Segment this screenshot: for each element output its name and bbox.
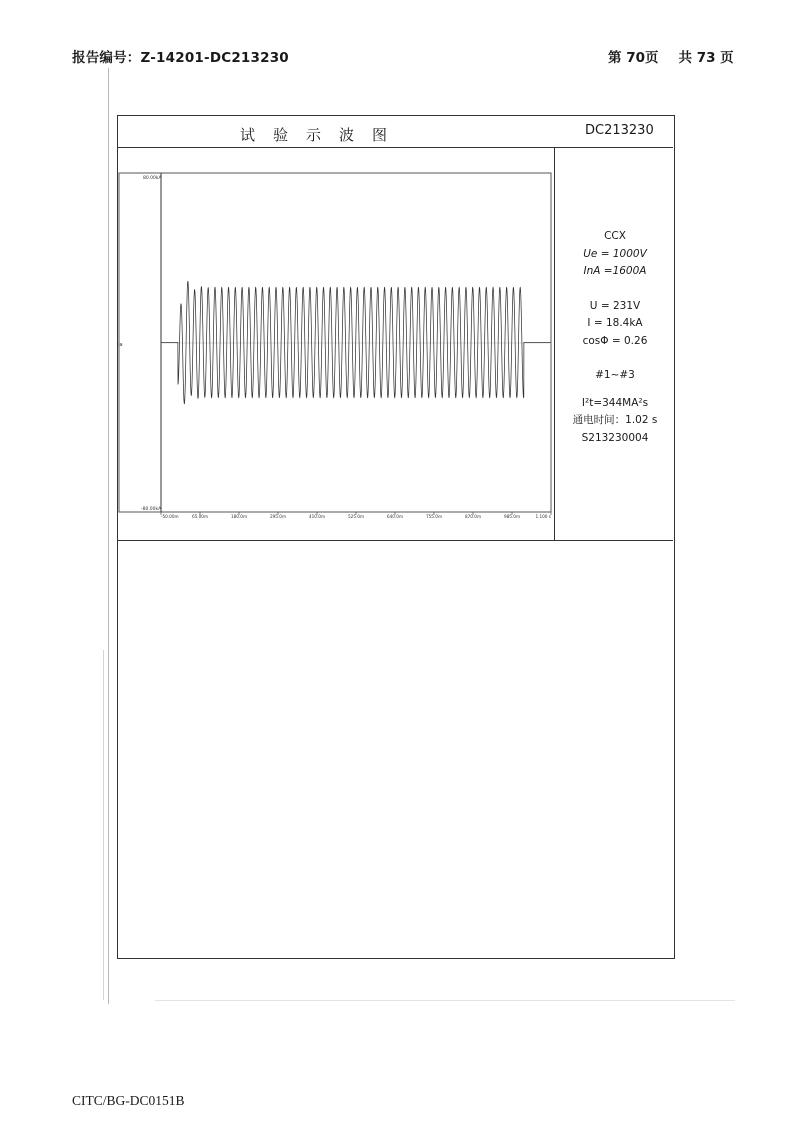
footer-code: CITC/BG-DC0151B [72, 1093, 185, 1108]
column-divider [554, 147, 555, 540]
page-info [608, 46, 734, 66]
page-number: 第 70页 [608, 50, 659, 66]
scan-edge-line [103, 650, 104, 1000]
x-tick-label: 870.0m [464, 514, 482, 519]
test-current: I = 18.4kA [587, 317, 643, 329]
chart-section-divider [117, 540, 673, 541]
i2t-value: I²t=344MA²s [581, 396, 649, 409]
energizing-time: 通电时间：1.02 s [572, 414, 658, 426]
x-tick-label: 985.0m [503, 514, 521, 519]
poles: #1~#3 [595, 369, 635, 381]
x-tick-label: 410.0m [308, 514, 326, 519]
document-code: DC213230 [585, 123, 654, 138]
x-tick-label: 525.0m [347, 514, 365, 519]
scan-edge-line [108, 68, 109, 1004]
test-info-panel [562, 228, 668, 447]
x-tick-label: 640.0m [386, 514, 404, 519]
x-tick-label: 180.0m [230, 514, 248, 519]
document-title: 试验示波图 [240, 126, 406, 144]
power-factor: cosΦ = 0.26 [582, 334, 648, 347]
x-tick-label: 65.00m [191, 514, 209, 519]
y-min-label: -80.00kA [141, 507, 162, 512]
rated-voltage: Ue = 1000V [583, 247, 647, 260]
sample-id: S213230004 [581, 431, 649, 444]
test-voltage: U = 231V [589, 299, 641, 312]
x-tick-label: 755.0m [425, 514, 443, 519]
channel-label: Ia [118, 342, 123, 348]
scan-edge-line [155, 1000, 735, 1001]
current-waveform [161, 281, 551, 403]
x-tick-label: -50.00m [161, 514, 179, 519]
product-label: CCX [604, 230, 626, 242]
y-max-label: 80.00kA [143, 176, 162, 181]
report-number: 报告编号：Z-14201-DC213230 [72, 50, 289, 66]
rated-current: InA =1600A [583, 265, 647, 277]
x-axis-ticks [161, 512, 551, 519]
x-tick-label: 295.0m [269, 514, 287, 519]
page-total: 共 73 页 [678, 50, 734, 66]
x-tick-label: 1.100 s [535, 514, 551, 519]
oscillogram-chart [117, 148, 554, 540]
